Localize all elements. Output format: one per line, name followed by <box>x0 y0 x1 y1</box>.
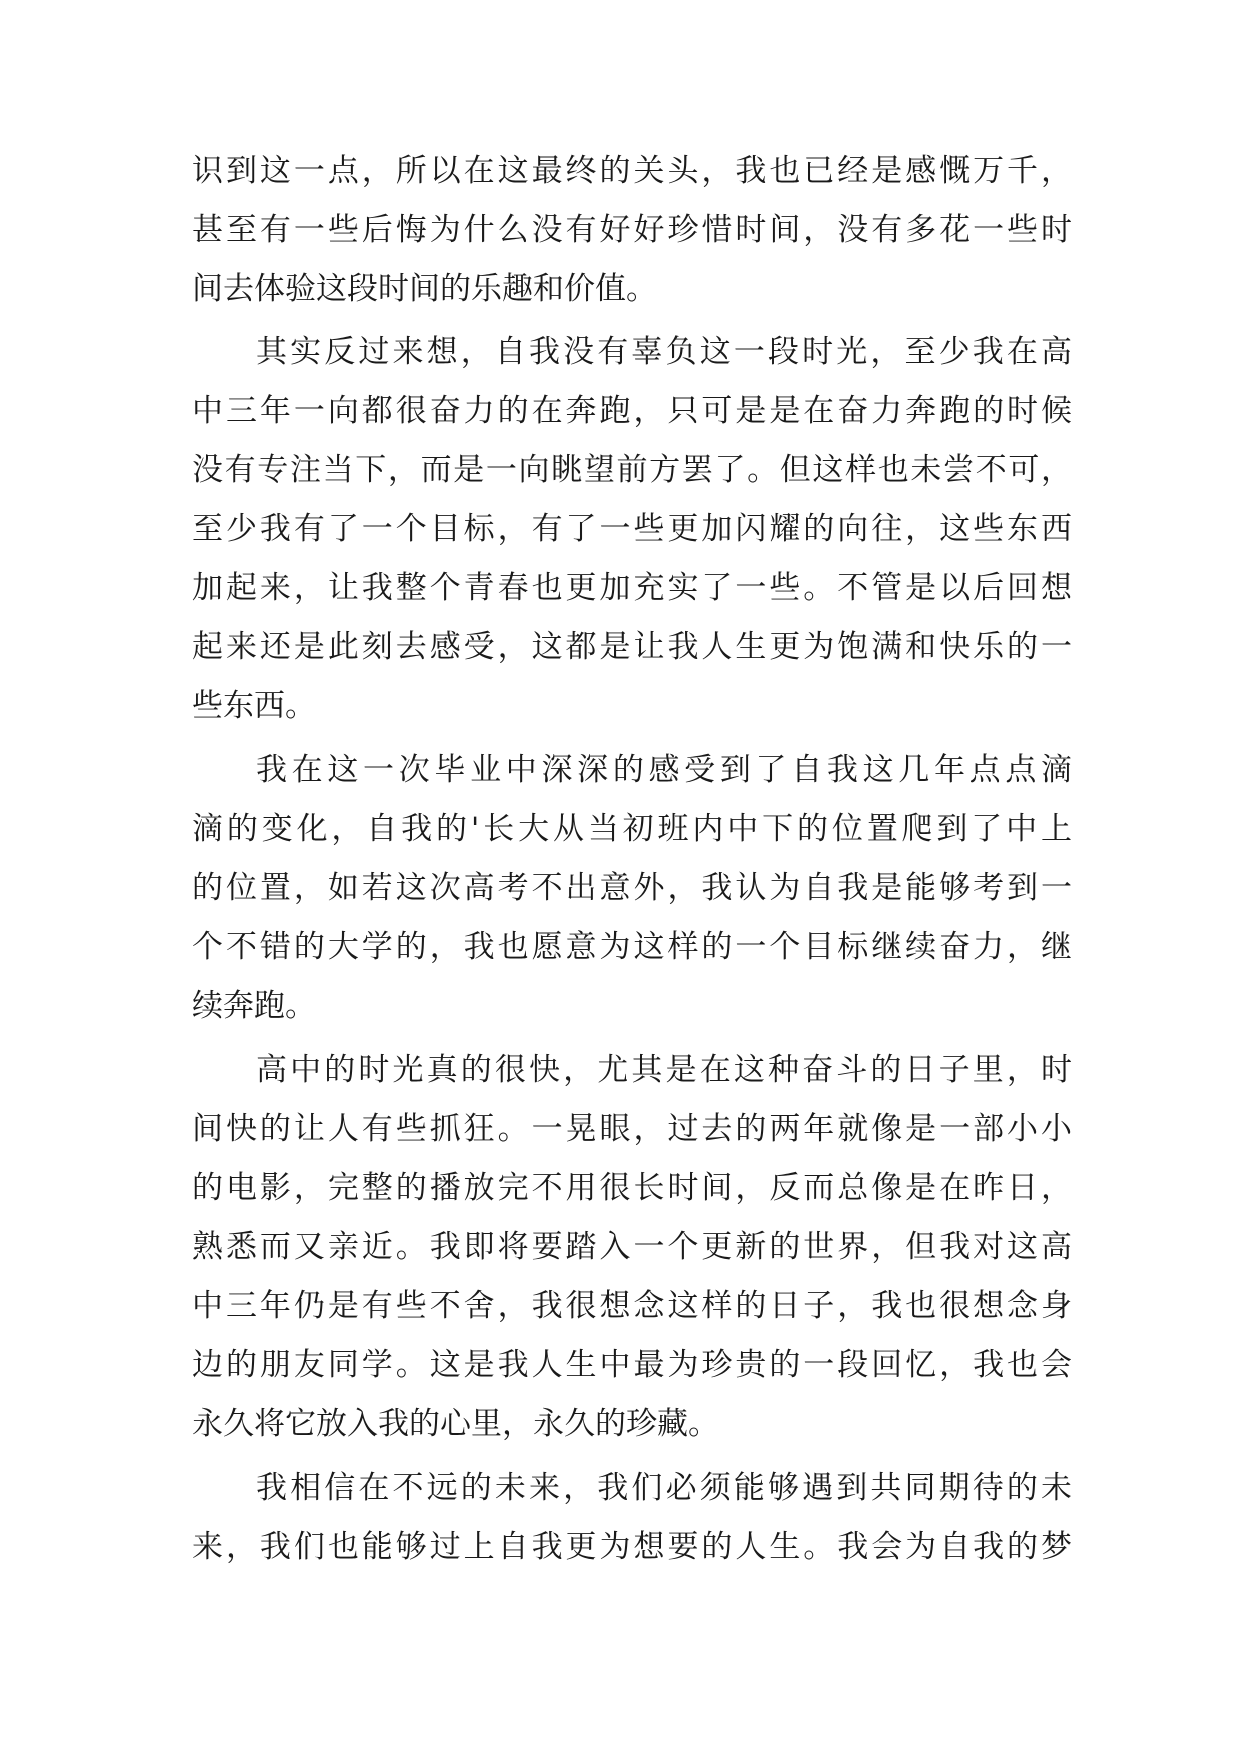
text-line: 识到这一点，所以在这最终的关头，我也已经是感慨万千， <box>192 153 1072 189</box>
text-line: 滴的变化，自我的'长大从当初班内中下的位置爬到了中上 <box>192 811 1072 847</box>
text-line: 我在这一次毕业中深深的感受到了自我这几年点点滴 <box>256 752 1072 788</box>
text-line: 续奔跑。 <box>192 988 316 1024</box>
text-line: 中三年一向都很奋力的在奔跑，只可是是在奋力奔跑的时候 <box>192 393 1072 429</box>
text-line: 的电影，完整的播放完不用很长时间，反而总像是在昨日， <box>192 1170 1072 1206</box>
text-line: 其实反过来想，自我没有辜负这一段时光，至少我在高 <box>256 334 1072 370</box>
text-line: 甚至有一些后悔为什么没有好好珍惜时间，没有多花一些时 <box>192 212 1072 248</box>
text-line: 间快的让人有些抓狂。一晃眼，过去的两年就像是一部小小 <box>192 1111 1072 1147</box>
text-line: 永久将它放入我的心里，永久的珍藏。 <box>192 1406 719 1442</box>
text-line: 来，我们也能够过上自我更为想要的人生。我会为自我的梦 <box>192 1529 1072 1565</box>
text-line: 高中的时光真的很快，尤其是在这种奋斗的日子里，时 <box>256 1052 1072 1088</box>
text-line: 中三年仍是有些不舍，我很想念这样的日子，我也很想念身 <box>192 1288 1072 1324</box>
text-line: 的位置，如若这次高考不出意外，我认为自我是能够考到一 <box>192 870 1072 906</box>
text-line: 我相信在不远的未来，我们必须能够遇到共同期待的未 <box>256 1470 1072 1506</box>
text-line: 至少我有了一个目标，有了一些更加闪耀的向往，这些东西 <box>192 511 1072 547</box>
text-line: 间去体验这段时间的乐趣和价值。 <box>192 271 657 307</box>
text-line: 熟悉而又亲近。我即将要踏入一个更新的世界，但我对这高 <box>192 1229 1072 1265</box>
text-line: 些东西。 <box>192 688 316 724</box>
text-line: 个不错的大学的，我也愿意为这样的一个目标继续奋力，继 <box>192 929 1072 965</box>
text-line: 没有专注当下，而是一向眺望前方罢了。但这样也未尝不可， <box>192 452 1072 488</box>
text-line: 边的朋友同学。这是我人生中最为珍贵的一段回忆，我也会 <box>192 1347 1072 1383</box>
text-line: 加起来，让我整个青春也更加充实了一些。不管是以后回想 <box>192 570 1072 606</box>
text-line: 起来还是此刻去感受，这都是让我人生更为饱满和快乐的一 <box>192 629 1072 665</box>
